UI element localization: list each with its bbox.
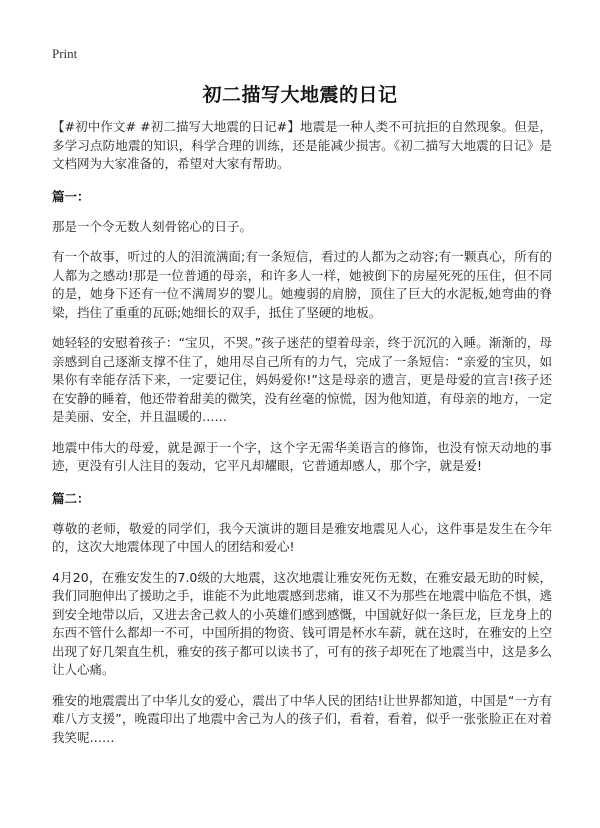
intro-paragraph: 【#初中作文# #初二描写大地震的日记#】地震是一种人类不可抗拒的自然现象。但是，多学习点防地震的知识，科学合理的训练，还是能减少损害。《初二描写大地震的日记》是文档网为大家准备的，希望对大家有帮助。 [52,119,552,171]
section-2-paragraph-3: 雅安的地震震出了中华儿女的爱心，震出了中华人民的团结!让世界都知道，中国是“一方有难八方支援”，晚霞印出了地震中舍己为人的孩子们，看着，看着，似乎一张张脸正在对着我笑呢…… [52,692,552,745]
document-title: 初二描写大地震的日记 [202,84,398,106]
document-body [52,118,552,759]
section-heading-1: 篇一： [52,188,90,204]
section-1-paragraph-4: 地震中伟大的母爱，就是源于一个字，这个字无需华美语言的修饰，也没有惊天动地的事迹，更没有引人注目的轰动，它平凡却耀眼，它普通却感人，那个字，就是爱! [52,439,552,473]
section-1-paragraph-2: 有一个故事，听过的人的泪流满面;有一条短信，看过的人都为之动容;有一颗真心，所有的人都为之感动!那是一位普通的母亲，和许多人一样，她被倒下的房屋死死的压住，但不同的是，她身下还有一位不满周岁的婴儿。她瘦弱的肩膀，顶住了巨大的水泥板,她弯曲的脊梁，挡住了重重的瓦砾;她细长的双手，抵住了坚硬的地板。 [52,249,552,320]
section-1-paragraph-1: 那是一个令无数人刻骨铭心的日子。 [52,218,253,234]
section-2-paragraph-1: 尊敬的老师，敬爱的同学们，我今天演讲的题目是雅安地震见人心，这件事是发生在今年的，这次大地震体现了中国人的团结和爱心! [52,520,552,554]
section-heading-2: 篇二： [52,490,90,506]
section-1-paragraph-3: 她轻轻的安慰着孩子：“宝贝，不哭。”孩子迷茫的望着母亲，终于沉沉的入睡。渐渐的，母亲感到自己逐渐支撑不住了，她用尽自己所有的力气，完成了一条短信：“亲爱的宝贝，如果你有幸能存活下来，一定要记住，妈妈爱你!”这是母亲的遗言，更是母爱的宣言!孩子还在安静的睡着，他还带着甜美的微笑，没有丝毫的惊慌，因为他知道，有母亲的地方，一定是美丽、安全，并且温暖的…… [52,335,553,424]
section-2-paragraph-2: 4月20，在雅安发生的7.0级的大地震，这次地震让雅安死伤无数，在雅安最无助的时候，我们同胞伸出了援助之手，谁能不为此地震感到悲痛，谁又不为那些在地震中临危不惧，逃到安全地带以后，又进去舍己救人的小英雄们感到感慨，中国就好似一条巨龙，巨龙身上的东西不管什么都却一不可，中国所捐的物资、钱可谓是杯水车薪，就在这时，在雅安的上空出现了好几架直生机，雅安的孩子都可以读书了，可有的孩子却死在了地震当中，这是多么让人心痛。 [52,569,553,677]
print-link[interactable]: Print [52,46,78,61]
